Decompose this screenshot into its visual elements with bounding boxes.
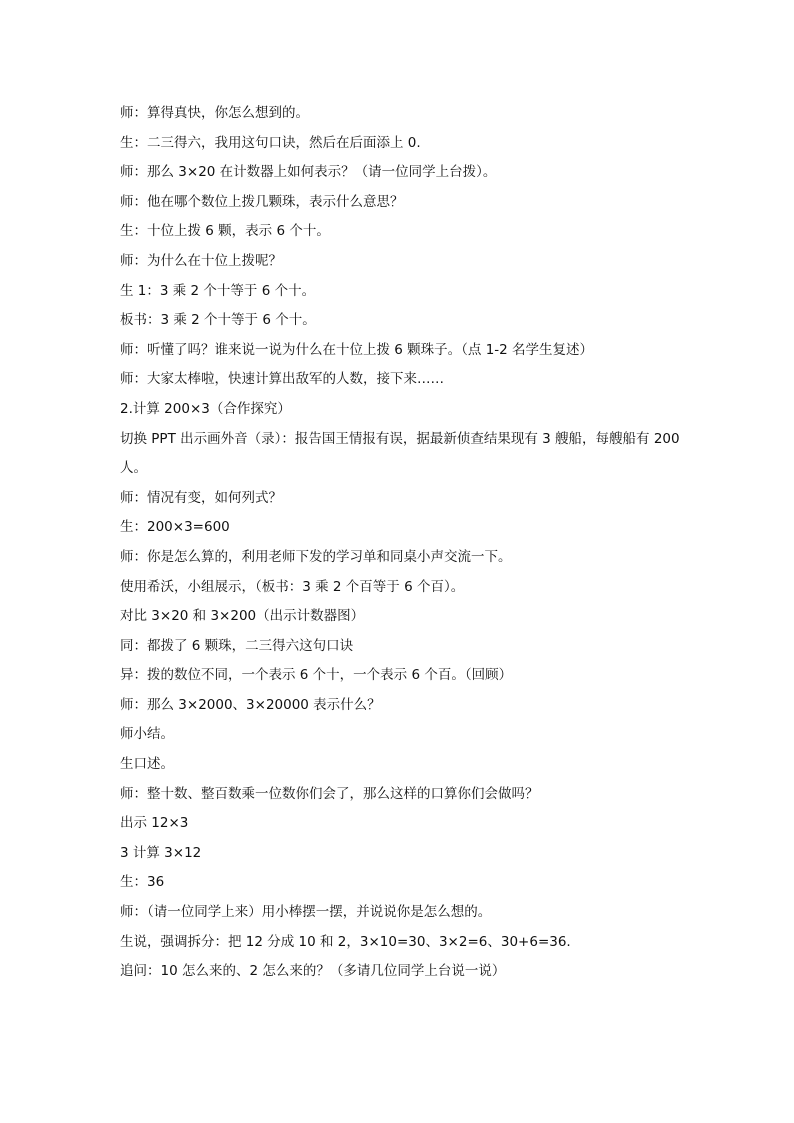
text-line: 师：你是怎么算的，利用老师下发的学习单和同桌小声交流一下。 <box>120 548 512 565</box>
text-line: 同：都拨了 6 颗珠，二三得六这句口诀 <box>120 637 354 654</box>
text-line: 师：那么 3×20 在计数器上如何表示？（请一位同学上台拨）。 <box>120 164 497 181</box>
text-line: 使用希沃，小组展示，（板书：3 乘 2 个百等于 6 个百）。 <box>120 578 465 595</box>
text-line-continuation: 人。 <box>120 460 147 477</box>
text-line: 生 1：3 乘 2 个十等于 6 个十。 <box>120 282 316 299</box>
text-line: 师小结。 <box>120 726 174 743</box>
text-line: 师：听懂了吗？谁来说一说为什么在十位上拨 6 颗珠子。（点 1-2 名学生复述） <box>120 341 594 358</box>
text-line: 板书：3 乘 2 个十等于 6 个十。 <box>120 312 316 329</box>
section-heading: 2.计算 200×3（合作探究） <box>120 400 291 417</box>
text-line: 师：情况有变，如何列式？ <box>120 489 282 506</box>
text-line: 师：大家太棒啦，快速计算出敌军的人数，接下来…… <box>120 371 444 388</box>
lesson-transcript <box>120 99 680 987</box>
text-line: 生：36 <box>120 874 165 891</box>
text-line: 对比 3×20 和 3×200（出示计数器图） <box>120 608 365 625</box>
section-heading: 3 计算 3×12 <box>120 844 202 861</box>
text-line: 师：整十数、整百数乘一位数你们会了，那么这样的口算你们会做吗？ <box>120 785 539 802</box>
text-line: 切换 PPT 出示画外音（录）：报告国王情报有误，据最新侦查结果现有 3 艘船，每艘船有 200 <box>120 430 680 447</box>
text-line: 生：十位上拨 6 颗，表示 6 个十。 <box>120 223 330 240</box>
text-line: 生：200×3=600 <box>120 519 230 536</box>
text-line: 生口述。 <box>120 756 174 773</box>
text-line: 师：那么 3×2000、3×20000 表示什么？ <box>120 696 381 713</box>
text-line: 追问：10 怎么来的、2 怎么来的？（多请几位同学上台说一说） <box>120 963 506 980</box>
text-line: 生说，强调拆分：把 12 分成 10 和 2，3×10=30、3×2=6、30+6=36. <box>120 933 571 950</box>
text-line: 师：（请一位同学上来）用小棒摆一摆，并说说你是怎么想的。 <box>120 904 492 921</box>
text-line: 异：拨的数位不同，一个表示 6 个十，一个表示 6 个百。（回顾） <box>120 667 513 684</box>
text-line: 出示 12×3 <box>120 815 189 832</box>
text-line: 师：算得真快，你怎么想到的。 <box>120 105 309 121</box>
text-line: 生：二三得六，我用这句口诀，然后在后面添上 0. <box>120 134 421 151</box>
text-line: 师：为什么在十位上拨呢？ <box>120 252 282 269</box>
text-line: 师：他在哪个数位上拨几颗珠，表示什么意思？ <box>120 193 404 210</box>
